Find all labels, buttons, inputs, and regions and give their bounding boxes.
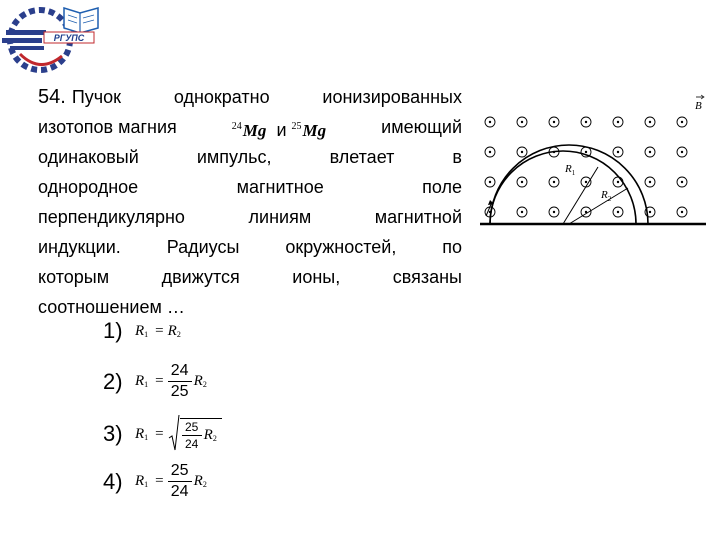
field-out-of-page-icon bbox=[645, 177, 655, 187]
field-out-of-page-icon bbox=[517, 177, 527, 187]
fraction: $\frac{25}{24}$ bbox=[182, 420, 202, 451]
problem-line-7 bbox=[38, 262, 462, 292]
answer-label: 4) bbox=[103, 468, 123, 494]
svg-text:РГУПС: РГУПС bbox=[53, 33, 85, 43]
answer-option-3[interactable] bbox=[103, 414, 222, 454]
field-out-of-page-icon bbox=[485, 177, 495, 187]
word: индукции. bbox=[38, 237, 121, 257]
field-out-of-page-icon bbox=[517, 117, 527, 127]
answer-option-2[interactable] bbox=[103, 362, 210, 401]
word: Радиусы bbox=[166, 237, 240, 257]
answer-label: 1) bbox=[103, 318, 123, 343]
word: по bbox=[442, 237, 462, 257]
word: импульс, bbox=[196, 147, 272, 167]
formula: R $_1$ = $\frac{24}{25}$ R $_2$ bbox=[135, 362, 207, 400]
formula: R $_1$ = $\frac{25}{24}$ R $_2$ bbox=[135, 462, 207, 500]
problem-statement bbox=[38, 82, 462, 322]
word: влетает bbox=[329, 147, 395, 167]
r1-label: $R_1$ bbox=[565, 163, 576, 177]
word: имеющий bbox=[381, 117, 462, 137]
field-out-of-page-icon bbox=[645, 147, 655, 157]
formula: R $_1$ = R $_2$ bbox=[135, 322, 181, 339]
field-out-of-page-icon bbox=[549, 207, 559, 217]
r2-label: $R_2$ bbox=[601, 189, 612, 203]
problem-line-6 bbox=[38, 232, 462, 262]
field-out-of-page-icon bbox=[613, 147, 623, 157]
field-out-of-page-icon bbox=[613, 207, 623, 217]
word: которым bbox=[38, 267, 110, 287]
word: ионы, bbox=[292, 267, 341, 287]
problem-line-3 bbox=[38, 142, 462, 172]
field-out-of-page-icon bbox=[549, 117, 559, 127]
word: изотопов магния bbox=[38, 117, 177, 137]
problem-line-2 bbox=[38, 112, 462, 142]
field-out-of-page-icon bbox=[645, 117, 655, 127]
word: движутся bbox=[161, 267, 240, 287]
radius-r1-line bbox=[563, 167, 598, 224]
problem-line-5 bbox=[38, 202, 462, 232]
field-out-of-page-icon bbox=[677, 147, 687, 157]
fraction: $\frac{25}{24}$ bbox=[168, 462, 192, 501]
field-out-of-page-icon bbox=[517, 207, 527, 217]
field-out-of-page-icon bbox=[613, 117, 623, 127]
rgups-logo bbox=[0, 0, 110, 80]
field-out-of-page-icon bbox=[581, 117, 591, 127]
word: связаны bbox=[392, 267, 462, 287]
word: перпендикулярно bbox=[38, 207, 185, 227]
answer-option-4[interactable] bbox=[103, 462, 210, 501]
field-out-of-page-icon bbox=[517, 147, 527, 157]
word: одинаковый bbox=[38, 147, 139, 167]
problem-line-8 bbox=[38, 292, 462, 322]
field-out-of-page-icon bbox=[677, 177, 687, 187]
isotope-mg25: $^{25}$Mg bbox=[291, 121, 327, 140]
problem-line-4 bbox=[38, 172, 462, 202]
word: однократно bbox=[173, 87, 270, 107]
word: магнитное bbox=[236, 177, 324, 197]
word: линиям bbox=[248, 207, 312, 227]
field-label-b: B bbox=[695, 100, 702, 112]
fraction: $\frac{24}{25}$ bbox=[168, 362, 192, 401]
radius-r2-line bbox=[569, 188, 628, 224]
field-out-of-page-icon bbox=[677, 207, 687, 217]
field-out-of-page-icon bbox=[549, 177, 559, 187]
word: однородное bbox=[38, 177, 139, 197]
formula: R $_1$ = $\frac{25}{24}$ R $_2$ bbox=[135, 414, 222, 454]
problem-number: 54. bbox=[38, 86, 66, 108]
trajectory-r1 bbox=[490, 151, 636, 224]
answer-label: 2) bbox=[103, 368, 123, 394]
isotope-mg24: $^{24}$Mg bbox=[231, 121, 267, 140]
word: магнитной bbox=[374, 207, 462, 227]
answer-option-1[interactable] bbox=[103, 318, 184, 344]
field-out-of-page-icon bbox=[677, 117, 687, 127]
word: поле bbox=[422, 177, 462, 197]
field-out-of-page-icon bbox=[485, 147, 495, 157]
magnetic-field-diagram bbox=[478, 92, 708, 232]
isotope-formula bbox=[232, 112, 326, 142]
field-out-of-page-icon bbox=[613, 177, 623, 187]
word: ионизированных bbox=[322, 87, 462, 107]
word: и bbox=[276, 120, 287, 140]
field-out-of-page-icon bbox=[485, 117, 495, 127]
word: Пучок bbox=[71, 87, 122, 107]
problem-line-1 bbox=[38, 82, 462, 112]
field-out-of-page-icon bbox=[581, 177, 591, 187]
answer-label: 3) bbox=[103, 421, 123, 446]
word: окружностей, bbox=[285, 237, 397, 257]
word: соотношением … bbox=[38, 297, 185, 317]
word: в bbox=[452, 147, 462, 167]
square-root: $\frac{25}{24}$ R $_2$ bbox=[168, 414, 222, 454]
